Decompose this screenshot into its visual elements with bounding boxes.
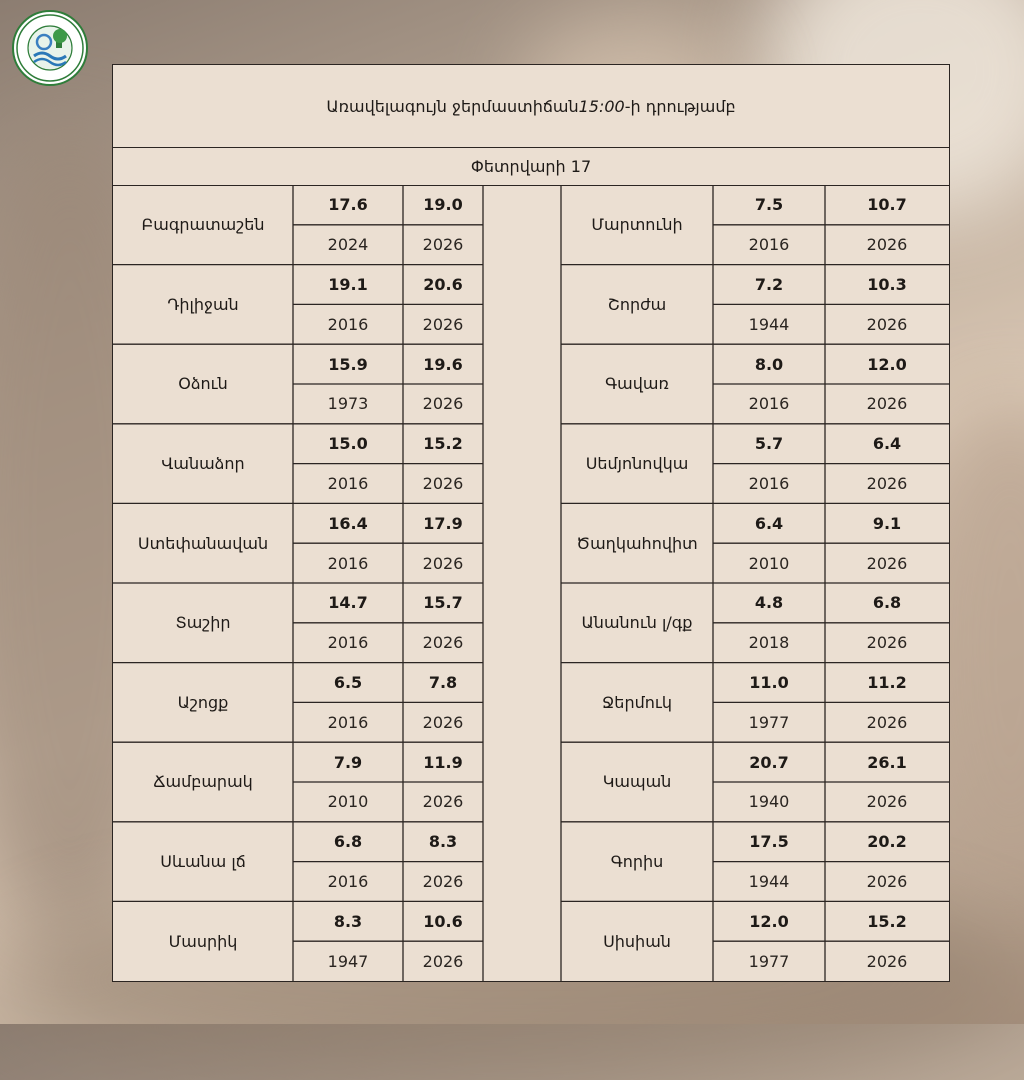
record-value: 19.1 bbox=[328, 274, 368, 294]
record-value: 9.1 bbox=[872, 513, 902, 533]
record-year: 2026 bbox=[866, 473, 908, 493]
record-year: 2026 bbox=[866, 394, 908, 414]
records-grid bbox=[113, 185, 949, 981]
record-value: 15.7 bbox=[423, 593, 463, 613]
station-name: Տաշիր bbox=[175, 613, 231, 633]
record-year: 2026 bbox=[866, 553, 908, 573]
station-name: Սևանա լճ bbox=[160, 852, 246, 872]
record-value: 20.2 bbox=[867, 832, 907, 852]
record-year: 1977 bbox=[748, 712, 790, 732]
record-value: 17.5 bbox=[749, 832, 789, 852]
record-value: 7.9 bbox=[333, 752, 363, 772]
record-value: 10.3 bbox=[867, 274, 907, 294]
title-suffix: -ի դրությամբ bbox=[624, 96, 736, 116]
record-year: 2016 bbox=[327, 633, 369, 653]
record-year: 2026 bbox=[422, 871, 464, 891]
record-value: 14.7 bbox=[328, 593, 368, 613]
record-year: 2026 bbox=[866, 314, 908, 334]
record-value: 15.9 bbox=[328, 354, 368, 374]
record-year: 2026 bbox=[422, 314, 464, 334]
station-name: Գորիս bbox=[610, 852, 664, 872]
record-value: 17.6 bbox=[328, 195, 368, 215]
record-year: 2026 bbox=[422, 473, 464, 493]
station-name: Բագրատաշեն bbox=[141, 215, 265, 235]
record-value: 15.2 bbox=[867, 911, 907, 931]
record-year: 2026 bbox=[866, 712, 908, 732]
record-year: 2018 bbox=[748, 633, 790, 653]
record-year: 2026 bbox=[422, 712, 464, 732]
record-year: 2016 bbox=[327, 314, 369, 334]
station-name: Ջերմուկ bbox=[602, 692, 672, 712]
record-year: 2026 bbox=[422, 553, 464, 573]
record-value: 26.1 bbox=[867, 752, 907, 772]
station-name: Աշոցք bbox=[177, 692, 229, 712]
record-value: 8.0 bbox=[754, 354, 784, 374]
title-time: 15:00 bbox=[578, 96, 625, 116]
record-value: 6.8 bbox=[872, 593, 902, 613]
record-year: 1944 bbox=[748, 871, 790, 891]
station-name: Սեմյոնովկա bbox=[585, 454, 689, 474]
record-value: 6.8 bbox=[333, 832, 363, 852]
record-year: 2026 bbox=[422, 951, 464, 971]
station-name: Վանաձոր bbox=[161, 454, 245, 474]
record-value: 15.0 bbox=[328, 434, 368, 454]
record-year: 2026 bbox=[422, 235, 464, 255]
station-name: Օձուն bbox=[178, 374, 228, 394]
organization-logo bbox=[12, 10, 88, 86]
station-name: Ծաղկահովիտ bbox=[576, 533, 698, 553]
station-name: Մասրիկ bbox=[168, 931, 238, 951]
record-year: 1944 bbox=[748, 314, 790, 334]
record-value: 19.0 bbox=[423, 195, 463, 215]
table-title bbox=[113, 65, 949, 148]
record-value: 6.4 bbox=[754, 513, 784, 533]
station-name: Սիսիան bbox=[603, 931, 671, 951]
record-year: 2016 bbox=[748, 235, 790, 255]
station-name: Գավառ bbox=[605, 374, 669, 394]
station-name: Դիլիջան bbox=[167, 294, 239, 314]
record-year: 2016 bbox=[748, 394, 790, 414]
record-value: 7.8 bbox=[428, 672, 458, 692]
record-year: 2026 bbox=[866, 633, 908, 653]
station-name: Անանուն լ/գք bbox=[581, 613, 693, 633]
record-value: 4.8 bbox=[754, 593, 784, 613]
record-value: 11.9 bbox=[423, 752, 463, 772]
title-prefix: Առավելագույն ջերմաստիճան bbox=[326, 96, 579, 116]
record-year: 2026 bbox=[422, 394, 464, 414]
logo-emblem-icon bbox=[14, 12, 86, 84]
record-value: 7.5 bbox=[754, 195, 784, 215]
record-year: 1973 bbox=[327, 394, 369, 414]
record-value: 6.5 bbox=[333, 672, 363, 692]
record-value: 10.6 bbox=[423, 911, 463, 931]
record-value: 20.6 bbox=[423, 274, 463, 294]
record-value: 5.7 bbox=[754, 434, 784, 454]
record-value: 15.2 bbox=[423, 434, 463, 454]
record-year: 2026 bbox=[866, 235, 908, 255]
record-year: 2026 bbox=[866, 951, 908, 971]
record-year: 2016 bbox=[327, 871, 369, 891]
record-year: 2016 bbox=[327, 712, 369, 732]
record-value: 8.3 bbox=[428, 832, 458, 852]
record-value: 11.0 bbox=[749, 672, 789, 692]
record-year: 1947 bbox=[327, 951, 369, 971]
station-name: Շորժա bbox=[607, 294, 667, 314]
record-value: 10.7 bbox=[867, 195, 907, 215]
record-value: 19.6 bbox=[423, 354, 463, 374]
record-value: 6.4 bbox=[872, 434, 902, 454]
record-year: 2026 bbox=[422, 633, 464, 653]
record-year: 2026 bbox=[422, 792, 464, 812]
station-name: Կապան bbox=[602, 772, 672, 792]
record-year: 2016 bbox=[327, 553, 369, 573]
record-year: 1940 bbox=[748, 792, 790, 812]
temperature-table bbox=[112, 64, 950, 982]
record-year: 2010 bbox=[748, 553, 790, 573]
record-year: 2024 bbox=[327, 235, 369, 255]
record-year: 2010 bbox=[327, 792, 369, 812]
record-value: 7.2 bbox=[754, 274, 784, 294]
record-value: 17.9 bbox=[423, 513, 463, 533]
record-year: 2016 bbox=[327, 473, 369, 493]
record-value: 20.7 bbox=[749, 752, 789, 772]
station-name: Ստեփանավան bbox=[137, 533, 269, 553]
record-value: 11.2 bbox=[867, 672, 907, 692]
record-value: 16.4 bbox=[328, 513, 368, 533]
record-value: 8.3 bbox=[333, 911, 363, 931]
record-year: 2026 bbox=[866, 871, 908, 891]
grid-lines bbox=[113, 185, 949, 981]
record-year: 2026 bbox=[866, 792, 908, 812]
station-name: Ճամբարակ bbox=[153, 772, 253, 792]
station-name: Մարտունի bbox=[591, 215, 683, 235]
date-header: Փետրվարի 17 bbox=[113, 147, 949, 186]
record-value: 12.0 bbox=[749, 911, 789, 931]
record-value: 12.0 bbox=[867, 354, 907, 374]
record-year: 2016 bbox=[748, 473, 790, 493]
record-year: 1977 bbox=[748, 951, 790, 971]
